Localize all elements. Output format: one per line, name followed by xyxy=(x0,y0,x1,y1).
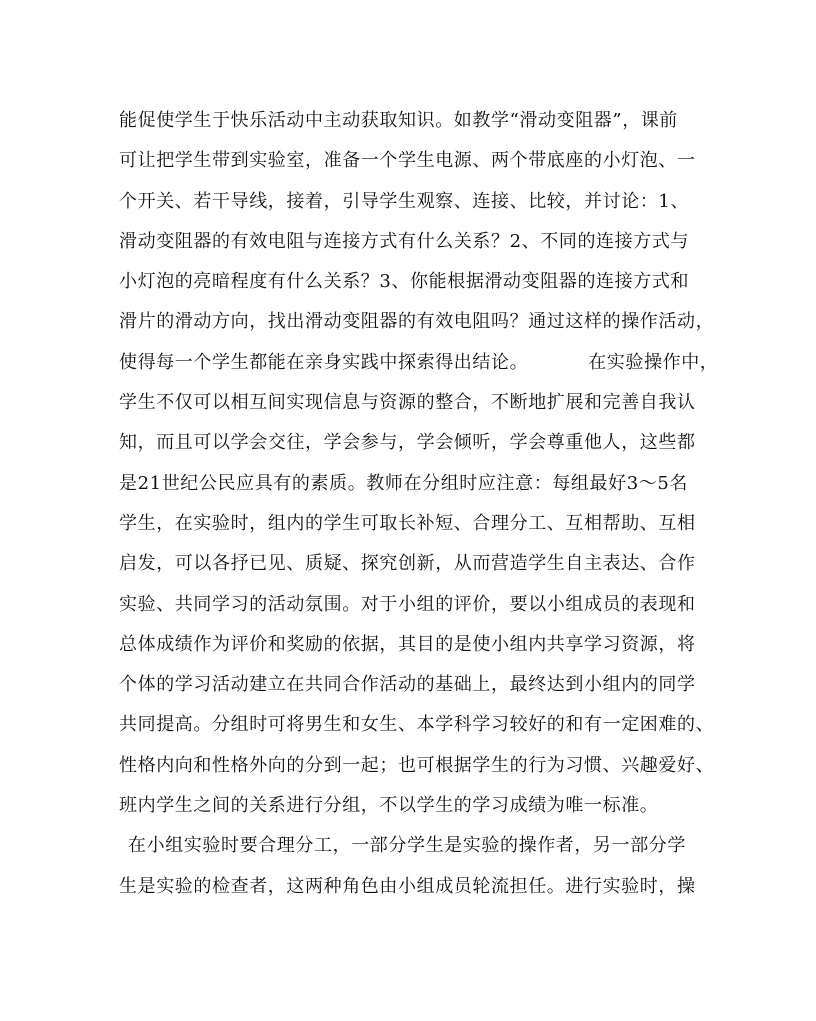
text-line: 知，而且可以学会交往，学会参与，学会倾听，学会尊重他人，这些都 xyxy=(119,432,696,454)
text-line: 能促使学生于快乐活动中主动获取知识。如教学“滑动变阻器”，课前 xyxy=(119,110,679,131)
text-line: 共同提高。分组时可将男生和女生、本学科学习较好的和有一定困难的、 xyxy=(119,714,715,736)
text-line: 性格内向和性格外向的分到一起；也可根据学生的行为习惯、兴趣爱好、 xyxy=(119,754,715,776)
text-line: 学生，在实验时，组内的学生可取长补短、合理分工、互相帮助、互相 xyxy=(119,512,696,534)
body-text xyxy=(119,101,719,907)
text-line: 滑片的滑动方向，找出滑动变阻器的有效电阻吗？通过这样的操作活动， xyxy=(119,311,715,333)
text-line: 滑动变阻器的有效电阻与连接方式有什么关系？2、不同的连接方式与 xyxy=(119,230,690,252)
text-line: 个开关、若干导线，接着，引导学生观察、连接、比较，并讨论：1、 xyxy=(119,190,690,212)
text-line: 生是实验的检查者，这两种角色由小组成员轮流担任。进行实验时，操 xyxy=(119,875,696,897)
text-segment: 使得每一个学生都能在亲身实践中探索得出结论。 xyxy=(119,351,529,373)
text-line: 在小组实验时要合理分工，一部分学生是实验的操作者，另一部分学 xyxy=(128,835,686,857)
text-line: 班内学生之间的关系进行分组，不以学生的学习成绩为唯一标准。 xyxy=(119,795,659,817)
text-line: 个体的学习活动建立在共同合作活动的基础上，最终达到小组内的同学 xyxy=(119,674,696,696)
text-line: 实验、共同学习的活动氛围。对于小组的评价，要以小组成员的表现和 xyxy=(119,593,696,615)
text-line: 小灯泡的亮暗程度有什么关系？3、你能根据滑动变阻器的连接方式和 xyxy=(119,271,690,293)
text-line: 启发，可以各抒已见、质疑、探究创新，从而营造学生自主表达、合作 xyxy=(119,553,696,575)
text-line: 总体成绩作为评价和奖励的依据，其目的是使小组内共享学习资源，将 xyxy=(119,633,696,655)
text-segment: 在实验操作中， xyxy=(588,351,719,373)
text-line: 可让把学生带到实验室，准备一个学生电源、两个带底座的小灯泡、一 xyxy=(119,150,696,172)
text-line: 是21世纪公民应具有的素质。教师在分组时应注意：每组最好3～5名 xyxy=(119,472,689,494)
text-line xyxy=(119,343,719,383)
text-line: 学生不仅可以相互间实现信息与资源的整合，不断地扩展和完善自我认 xyxy=(119,392,696,414)
